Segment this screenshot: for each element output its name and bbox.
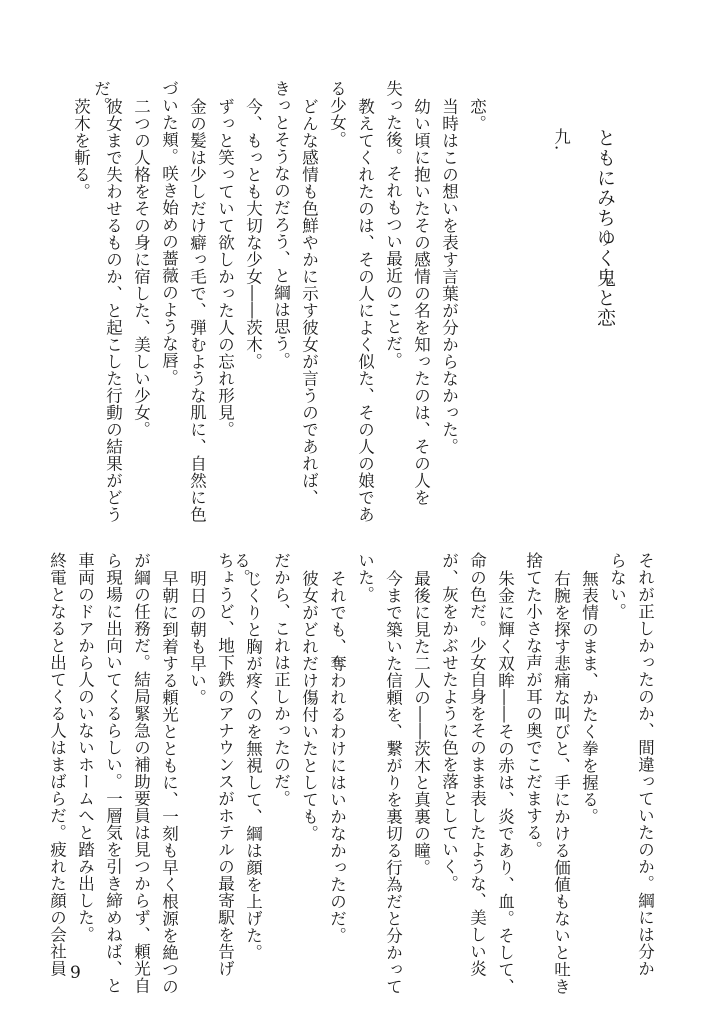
text-column: それが正しかったのか、間違っていたのか。綱には分か [635,552,655,977]
text-column: じくりと胸が疼くのを無視して、綱は顔を上げた。 [243,570,263,961]
text-column: づいた頬。咲き始めの薔薇のような唇。 [159,80,179,386]
text-column: 最後に見た二人の――茨木と真裏の瞳。 [411,570,431,876]
text-column: 朱金に輝く双眸――その赤は、炎であり、血。そして、 [495,570,515,995]
text-column: 終電となると出てくる人はまばらだ。疲れた顔の会社員 [47,552,67,977]
text-column: だから、これは正しかったのだ。 [271,552,291,807]
text-column: が、灰をかぶせたように色を落としていく。 [439,552,459,892]
text-column: ちょうど、地下鉄のアナウンスがホテルの最寄駅を告げ [215,552,235,977]
text-column: 今、もっとも大切な少女――茨木。 [243,98,263,370]
text-column: いた。 [355,552,375,603]
text-column: 幼い頃に抱いたその感情の名を知ったのは、その人を [411,98,431,506]
text-column: 今まで築いた信頼を、繋がりを裏切る行為だと分かって [383,570,403,995]
text-column: ら現場に出向いてくるらしい。一層気を引き締めねば、と [103,552,123,994]
text-column: どんな感情も色鮮やかに示す彼女が言うのであれば、 [299,98,319,506]
text-column: る少女。 [327,80,347,148]
text-column: 命の色だ。少女自身をそのまま表したような、美しい炎 [467,552,487,977]
text-column: 金の髪は少しだけ癖っ毛で、弾むような肌に、自然に色 [187,98,207,523]
text-column: 車両のドアから人のいないホームへと踏み出した。 [75,552,95,943]
text-column: 当時はこの想いを表す言葉が分からなかった。 [439,98,459,455]
page-title: ともにみちゆく鬼と恋 [594,128,616,328]
text-column: る。 [231,552,251,586]
page-number: 9 [70,963,81,983]
chapter-heading: 九. [551,128,571,151]
text-column: 右腕を探す悲痛な叫びと、手にかける価値もないと吐き [551,570,571,995]
text-column: 二つの人格をその身に宿した、美しい少女。 [131,98,151,438]
text-column: きっとそうなのだろう、と綱は思う。 [271,80,291,369]
text-column: 恋。 [467,98,487,132]
text-column: 教えてくれたのは、その人によく似た、その人の娘であ [355,98,375,523]
text-column: それでも、奪われるわけにはいかなかったのだ。 [327,570,347,944]
text-column: 失った後。それもつい最近のことだ。 [383,80,403,369]
text-column: だ。 [91,80,111,114]
text-column: 彼女がどれだけ傷付いたとしても。 [299,570,319,842]
text-column: 捨てた小さな声が耳の奥でこだまする。 [523,552,543,858]
text-column: 茨木を斬る。 [71,98,91,200]
text-column: 彼女まで失わせるものか、と起こした行動の結果がどう [103,98,123,523]
text-column: 明日の朝も早い。 [187,570,207,706]
text-column: 早朝に到着する頼光とともに、一刻も早く根源を絶つの [159,570,179,995]
text-column: らない。 [607,552,627,620]
text-column: ずっと笑っていて欲しかった人の忘れ形見。 [215,98,235,438]
text-column: 無表情のまま、かたく拳を握る。 [579,570,599,825]
text-column: が綱の任務だ。結局緊急の補助要員は見つからず、頼光自 [131,552,151,994]
